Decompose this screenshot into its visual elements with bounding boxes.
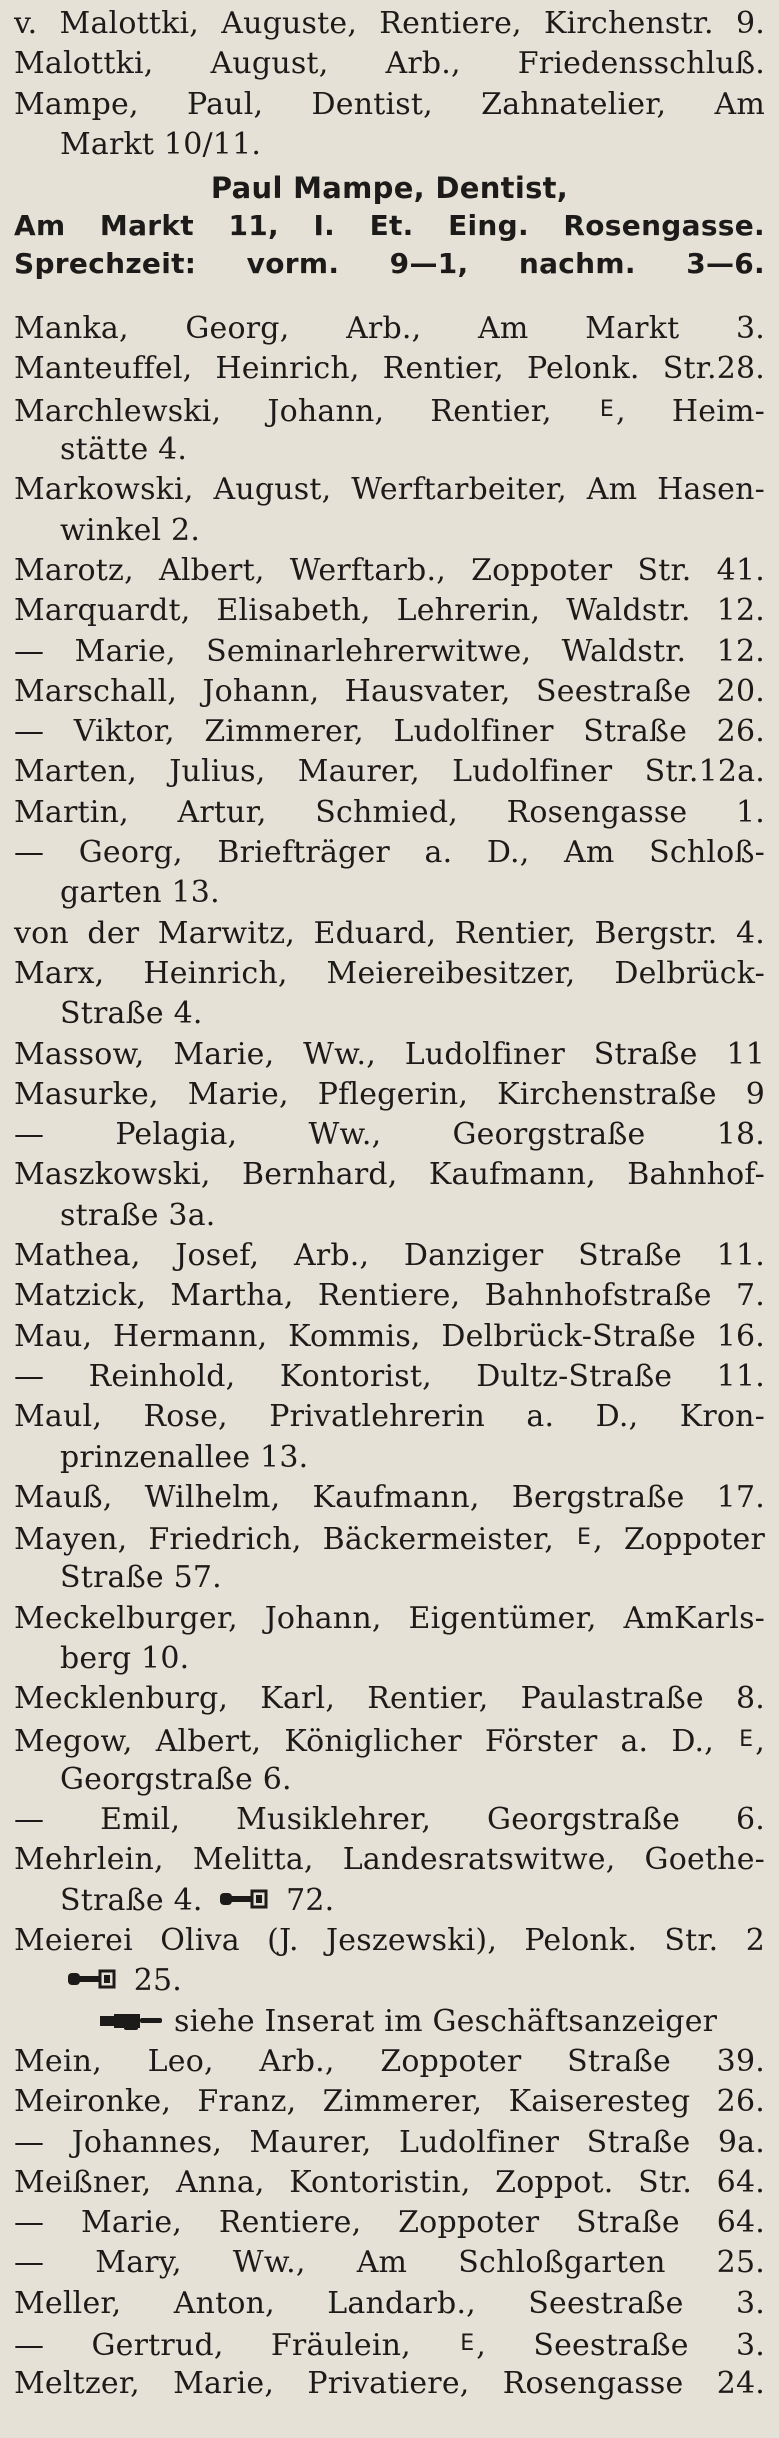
telephone-icon	[66, 1962, 118, 2002]
directory-entry-continuation	[14, 1961, 765, 2001]
directory-entry: Markowski, August, Werftarbeiter, Am Hasen-	[14, 472, 765, 508]
directory-entry: — Viktor, Zimmerer, Ludolfiner Straße 26.	[14, 714, 765, 750]
directory-entry: — Pelagia, Ww., Georgstraße 18.	[14, 1117, 765, 1153]
advertisement-hours: Sprechzeit: vorm. 9—1, nachm. 3—6.	[14, 247, 765, 281]
entry-text: , Heim-	[615, 393, 765, 429]
directory-entry	[14, 1518, 765, 1558]
directory-entry: Malottki, August, Arb., Friedensschluß.	[14, 46, 765, 82]
directory-entry: Mau, Hermann, Kommis, Delbrück-Straße 16.	[14, 1318, 765, 1354]
directory-entry: Meltzer, Marie, Privatiere, Rosengasse 24.	[14, 2366, 765, 2402]
entry-text: , Zoppoter	[593, 1522, 765, 1558]
directory-entry: — Emil, Musiklehrer, Georgstraße 6.	[14, 1802, 765, 1838]
directory-entry: — Reinhold, Kontorist, Dultz-Straße 11.	[14, 1358, 765, 1394]
directory-entry-continuation: prinzenallee 13.	[60, 1439, 309, 1475]
directory-entry: Meißner, Anna, Kontoristin, Zoppot. Str. 64.	[14, 2164, 765, 2200]
directory-entry-continuation: winkel 2.	[60, 512, 201, 548]
directory-entry: — Johannes, Maurer, Ludolfiner Straße 9a.	[14, 2124, 765, 2160]
directory-entry: Mauß, Wilhelm, Kaufmann, Bergstraße 17.	[14, 1479, 765, 1515]
directory-entry	[14, 2324, 765, 2364]
entry-text: , Seestraße 3.	[476, 2328, 765, 2364]
directory-entry: Maszkowski, Bernhard, Kaufmann, Bahnhof-	[14, 1157, 765, 1193]
telephone-icon	[218, 1882, 270, 1922]
directory-entry: Marotz, Albert, Werftarb., Zoppoter Str. 41.	[14, 552, 765, 588]
directory-entry: v. Malottki, Auguste, Rentiere, Kirchenstr. 9.	[14, 6, 765, 41]
directory-entry: Marschall, Johann, Hausvater, Seestraße 20.	[14, 673, 765, 709]
directory-entry-continuation	[14, 1881, 765, 1921]
advertisement-address: Am Markt 11, I. Et. Eing. Rosengasse.	[14, 209, 765, 243]
directory-entry-continuation: garten 13.	[60, 875, 220, 911]
directory-entry: Maul, Rose, Privatlehrerin a. D., Kron-	[14, 1399, 765, 1435]
directory-entry	[14, 390, 765, 430]
ownership-mark: E	[460, 2331, 475, 2357]
directory-entry: Marquardt, Elisabeth, Lehrerin, Waldstr. 12.	[14, 593, 765, 629]
directory-entry-note	[14, 2002, 765, 2042]
directory-entry: Massow, Marie, Ww., Ludolfiner Straße 11	[14, 1036, 765, 1072]
directory-entry: Mehrlein, Melitta, Landesratswitwe, Goethe-	[14, 1842, 765, 1878]
directory-entry: Marten, Julius, Maurer, Ludolfiner Str.12a.	[14, 754, 765, 790]
entry-text: 25.	[124, 1963, 183, 1999]
directory-entry	[14, 1720, 765, 1760]
directory-entry: Marx, Heinrich, Meiereibesitzer, Delbrück-	[14, 955, 765, 991]
pointing-hand-icon	[100, 2003, 164, 2043]
entry-text: Straße 4.	[60, 1882, 213, 1918]
entry-text: Marchlewski, Johann, Rentier,	[14, 393, 598, 429]
directory-entry: Meironke, Franz, Zimmerer, Kaiseresteg 26.	[14, 2084, 765, 2120]
entries-top	[14, 4, 765, 165]
directory-entry: Masurke, Marie, Pflegerin, Kirchenstraße 9	[14, 1076, 765, 1112]
directory-entry-continuation: berg 10.	[60, 1640, 190, 1676]
entry-text: siehe Inserat im Geschäftsanzeiger	[174, 2003, 718, 2039]
directory-entry: Martin, Artur, Schmied, Rosengasse 1.	[14, 794, 765, 830]
directory-entry: — Mary, Ww., Am Schloßgarten 25.	[14, 2245, 765, 2281]
directory-entry: Meierei Oliva (J. Jeszewski), Pelonk. Str. 2	[14, 1923, 765, 1959]
entry-text: 72.	[276, 1882, 335, 1918]
directory-entry: Mampe, Paul, Dentist, Zahnatelier, Am	[14, 86, 765, 122]
directory-entry-continuation: Markt 10/11.	[60, 126, 262, 162]
directory-entry: Manteuffel, Heinrich, Rentier, Pelonk. Str.28.	[14, 351, 765, 387]
directory-entry: Meckelburger, Johann, Eigentümer, AmKarls-	[14, 1600, 765, 1636]
directory-entry: Mathea, Josef, Arb., Danziger Straße 11.	[14, 1238, 765, 1274]
entries-main	[14, 309, 765, 2404]
directory-entry-continuation: Straße 4.	[60, 996, 203, 1032]
directory-entry-continuation: Straße 57.	[60, 1560, 222, 1596]
entry-text: ,	[755, 1723, 765, 1759]
directory-entry-continuation: stätte 4.	[60, 432, 188, 468]
entry-text: — Gertrud, Fräulein,	[14, 2328, 459, 2364]
directory-entry: — Georg, Briefträger a. D., Am Schloß-	[14, 835, 765, 871]
directory-entry: — Marie, Seminarlehrerwitwe, Waldstr. 12.	[14, 633, 765, 669]
directory-entry: Mecklenburg, Karl, Rentier, Paulastraße 8.	[14, 1681, 765, 1717]
ownership-mark: E	[577, 1525, 592, 1551]
directory-entry: Meller, Anton, Landarb., Seestraße 3.	[14, 2285, 765, 2321]
directory-entry: Manka, Georg, Arb., Am Markt 3.	[14, 311, 765, 347]
directory-entry: Mein, Leo, Arb., Zoppoter Straße 39.	[14, 2043, 765, 2079]
directory-entry: von der Marwitz, Eduard, Rentier, Bergstr. 4.	[14, 915, 765, 951]
directory-entry-continuation: straße 3a.	[60, 1197, 216, 1233]
ownership-mark: E	[599, 396, 614, 422]
directory-entry-continuation: Georgstraße 6.	[60, 1761, 292, 1797]
advertisement-block	[14, 169, 765, 283]
entry-text: Mayen, Friedrich, Bäckermeister,	[14, 1522, 576, 1558]
ownership-mark: E	[739, 1726, 754, 1752]
directory-entry: — Marie, Rentiere, Zoppoter Straße 64.	[14, 2205, 765, 2241]
entry-text: Megow, Albert, Königlicher Förster a. D.,	[14, 1723, 738, 1759]
directory-entry: Matzick, Martha, Rentiere, Bahnhofstraße 7.	[14, 1278, 765, 1314]
advertisement-title: Paul Mampe, Dentist,	[210, 171, 569, 206]
